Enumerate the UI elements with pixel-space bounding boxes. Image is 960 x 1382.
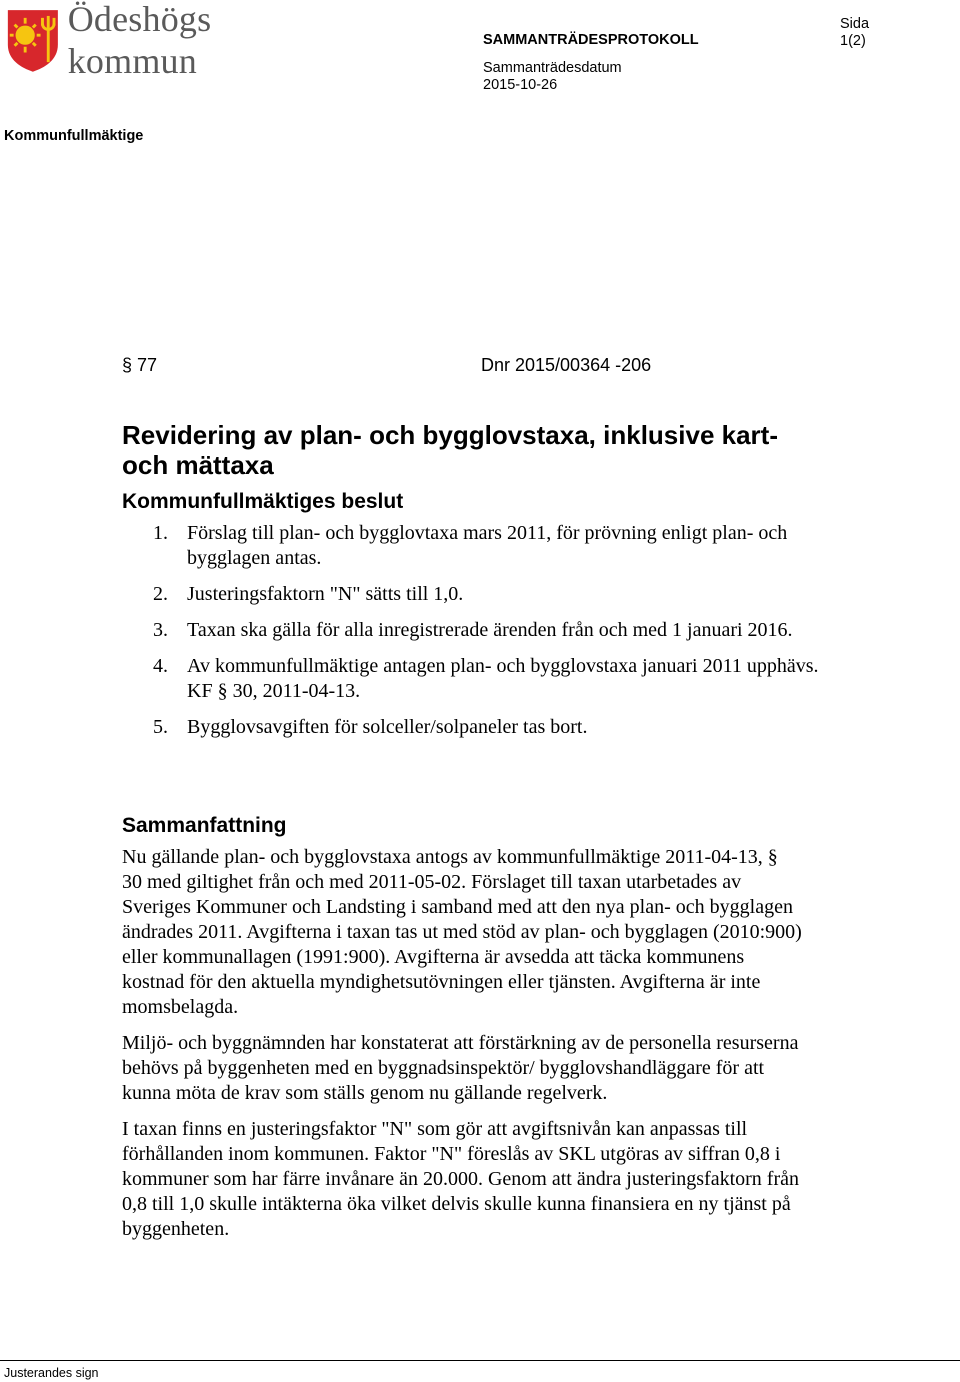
list-item-text: Av kommunfullmäktige antagen plan- och bygglovstaxa januari 2011 upphävs. KF § 30, 2011-04-13. [187, 655, 819, 702]
decision-list [122, 521, 842, 751]
list-item-number: 4. [153, 655, 168, 677]
case-dnr: Dnr 2015/00364 -206 [481, 355, 652, 375]
summary-paragraph: Miljö- och byggnämnden har konstaterat att förstärkning av de personella resurserna behövs på byggenheten med en byggnadsinspektör/ bygglovshandläggare för att kunna möta de krav som ställs genom nu gällande regelverk. [122, 1032, 799, 1104]
body-name: Kommunfullmäktige [4, 128, 144, 144]
page-number: 1(2) [840, 33, 866, 49]
meeting-date: 2015-10-26 [483, 77, 558, 93]
list-item-number: 3. [153, 619, 168, 641]
list-item-text: Justeringsfaktorn "N" sätts till 1,0. [187, 583, 464, 605]
summary-paragraph: Nu gällande plan- och bygglovstaxa antogs av kommunfullmäktige 2011-04-13, § 30 med giltighet från och med 2011-05-02. Förslaget till taxan utarbetades av Sveriges Kommuner och Landsting i samband med att den nya plan- och bygglagen ändrades 2011. Avgifterna i taxan tas ut med stöd av plan- och bygglagen (2010:900) eller kommunallagen (1991:900). Avgifterna är avsedda att täcka kommunens kostnad för den aktuella myndighetsutövningen eller tjänsten. Avgifterna är inte momsbelagda. [122, 846, 802, 1018]
list-item [122, 618, 842, 643]
list-item-number: 5. [153, 716, 168, 738]
paragraph-number: § 77 [122, 355, 158, 375]
list-item-number: 1. [153, 522, 168, 544]
logo-text: Ödeshögs kommun [67, 0, 212, 81]
meeting-date-label: Sammanträdesdatum [483, 60, 622, 76]
coat-of-arms-icon [4, 5, 62, 75]
summary-paragraph: I taxan finns en justeringsfaktor "N" som gör att avgiftsnivån kan anpassas till förhållanden inom kommunen. Faktor "N" föreslås av SKL utgöras av siffran 0,8 i kommuner som har färre invånare än 20.000. Genom att ändra justeringsfaktorn från 0,8 till 1,0 skulle intäkterna öka vilket delvis skulle kunna finansiera en ny tjänst på byggenheten. [122, 1118, 799, 1240]
footer-divider [0, 1360, 960, 1361]
list-item-text: Förslag till plan- och bygglovtaxa mars 2011, för prövning enligt plan- och bygglagen antas. [187, 522, 788, 569]
signature-label: Justerandes sign [4, 1366, 99, 1380]
list-item-text: Taxan ska gälla för alla inregistrerade ärenden från och med 1 januari 2016. [187, 619, 793, 641]
list-item-text: Bygglovsavgiften för solceller/solpaneler tas bort. [187, 716, 588, 738]
page-title: Revidering av plan- och bygglovstaxa, inklusive kart- och mättaxa [122, 420, 778, 480]
list-item-number: 2. [153, 583, 168, 605]
list-item [122, 582, 842, 607]
summary-body [122, 845, 802, 1253]
page-label: Sida [840, 16, 870, 32]
protocol-title: SAMMANTRÄDESPROTOKOLL [483, 32, 699, 48]
municipality-logo [4, 0, 339, 81]
summary-heading: Sammanfattning [122, 814, 287, 837]
list-item [122, 715, 842, 740]
list-item [122, 521, 842, 571]
list-item [122, 654, 842, 704]
decision-heading: Kommunfullmäktiges beslut [122, 490, 404, 513]
